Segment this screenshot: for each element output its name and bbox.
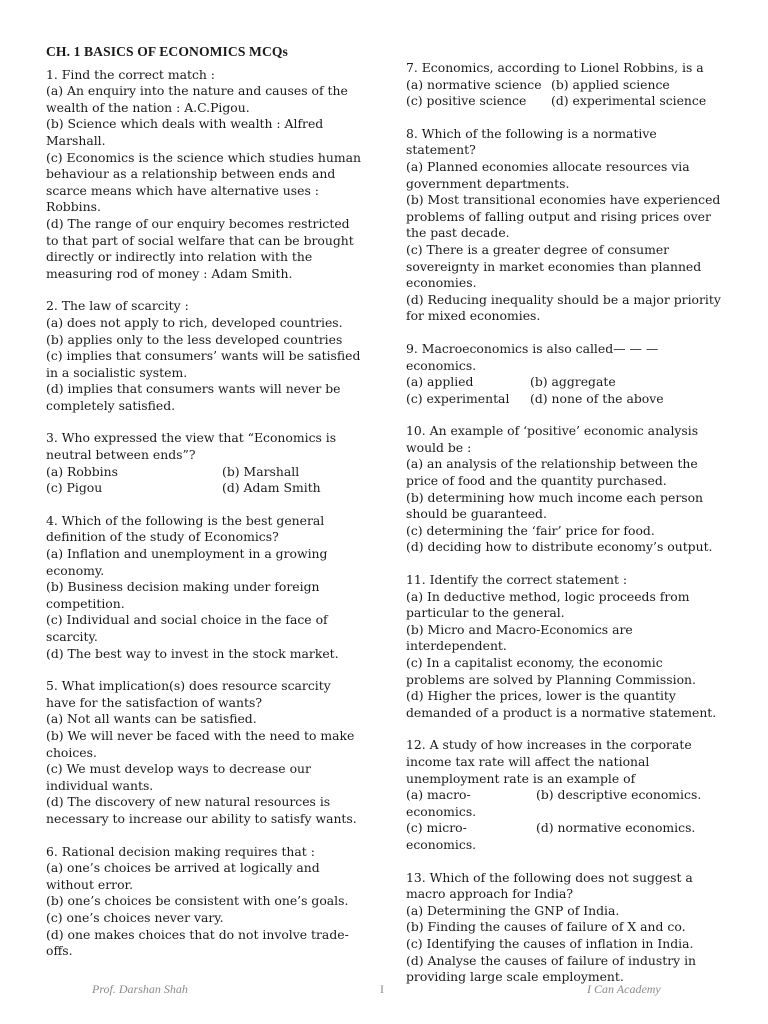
option-c: (c) implies that consumers’ wants will be satisfied in a socialistic system. [46, 348, 361, 380]
question-stem: 7. Economics, according to Lionel Robbins, is a [406, 60, 704, 75]
option-b: (b) Business decision making under foreign competition. [46, 579, 320, 611]
option-a: (a) normative science [406, 76, 542, 92]
option-d: (d) implies that consumers wants will never be completely satisfied. [46, 381, 341, 413]
option-b: (b) Micro and Macro-Economics are interdependent. [406, 621, 633, 654]
question-stem: 3. Who expressed the view that “Economics is neutral between ends”? [46, 430, 337, 463]
option-row [406, 820, 724, 853]
option-d: (d) deciding how to distribute economy’s output. [406, 539, 713, 555]
option-b: (b) applied science [551, 76, 670, 92]
option-c: (c) Individual and social choice in the face of scarcity. [46, 612, 328, 644]
option-d: (d) one makes choices that do not involve trade-offs. [46, 926, 349, 959]
question-stem: 6. Rational decision making requires that : [46, 843, 315, 859]
option-d: (d) The discovery of new natural resources is necessary to increase our ability to satisfy wants. [46, 794, 357, 826]
question-3 [46, 430, 362, 496]
question-stem: 12. A study of how increases in the corporate income tax rate will affect the national unemployment rate is an example of [406, 737, 692, 786]
option-c: (c) Identifying the causes of inflation in India. [406, 935, 694, 951]
option-c: (c) We must develop ways to decrease our individual wants. [46, 761, 311, 793]
option-d: (d) Reducing inequality should be a major priority for mixed economies. [406, 291, 721, 324]
option-a: (a) one’s choices be arrived at logically and without error. [46, 860, 320, 892]
question-8 [406, 126, 724, 325]
question-7 [406, 60, 724, 110]
question-stem: 13. Which of the following does not suggest a macro approach for India? [406, 869, 693, 902]
option-b: (b) determining how much income each person should be guaranteed. [406, 489, 704, 522]
option-row [406, 391, 724, 408]
question-stem: 5. What implication(s) does resource scarcity have for the satisfaction of wants? [46, 678, 331, 710]
option-a: (a) In deductive method, logic proceeds from particular to the general. [406, 588, 690, 621]
option-d: (d) none of the above [530, 390, 664, 406]
option-a: (a) Inflation and unemployment in a growing economy. [46, 546, 328, 578]
option-b: (b) aggregate [530, 374, 616, 390]
option-b: (b) Finding the causes of failure of X and co. [406, 919, 686, 935]
option-a: (a) An enquiry into the nature and causes of the wealth of the nation : A.C.Pigou. [46, 83, 348, 115]
option-b: (b) We will never be faced with the need to make choices. [46, 727, 355, 760]
option-c: (c) determining the ‘fair’ price for food. [406, 522, 655, 538]
right-column [406, 60, 724, 1002]
option-b: (b) applies only to the less developed countries [46, 331, 343, 347]
option-d: (d) Higher the prices, lower is the quantity demanded of a product is a normative statement. [406, 688, 717, 720]
question-stem: 1. Find the correct match : [46, 66, 215, 82]
option-c: (c) micro-economics. [406, 820, 477, 852]
option-c: (c) Economics is the science which studies human behaviour as a relationship between ends and scarce means which have alternative uses : Robbins. [46, 149, 361, 215]
question-11 [406, 572, 724, 721]
option-d: (d) Adam Smith [222, 480, 321, 496]
option-row [406, 374, 724, 391]
question-5 [46, 678, 362, 827]
question-12 [406, 737, 724, 853]
option-d: (d) The range of our enquiry becomes restricted to that part of social welfare that can be brought directly or indirectly into relation with the measuring rod of money : Adam Smith. [46, 215, 354, 281]
option-c: (c) There is a greater degree of consumer sovereignty in market economies than planned economies. [406, 241, 702, 291]
question-6 [46, 844, 362, 960]
option-row [406, 93, 724, 110]
question-stem: 11. Identify the correct statement : [406, 572, 628, 588]
option-c: (c) experimental [406, 390, 510, 406]
question-stem: 2. The law of scarcity : [46, 298, 189, 314]
option-d: (d) Analyse the causes of failure of industry in providing large scale employment. [406, 952, 697, 985]
option-row [406, 787, 724, 820]
option-a: (a) does not apply to rich, developed countries. [46, 314, 343, 330]
question-13 [406, 870, 724, 986]
question-9 [406, 341, 724, 407]
option-row [406, 77, 724, 94]
option-b: (b) Science which deals with wealth : Alfred Marshall. [46, 116, 324, 148]
question-stem: 4. Which of the following is the best general definition of the study of Economics? [46, 512, 325, 545]
footer-author: Prof. Darshan Shah [92, 982, 188, 996]
option-b: (b) one’s choices be consistent with one’s goals. [46, 893, 349, 909]
option-c: (c) In a capitalist economy, the economic problems are solved by Planning Commission. [406, 655, 696, 687]
question-1 [46, 67, 362, 283]
question-2 [46, 298, 362, 414]
footer-page-number: I [380, 982, 384, 996]
document-title: CH. 1 BASICS OF ECONOMICS MCQs [46, 44, 288, 59]
left-column [46, 44, 362, 976]
option-a: (a) applied [406, 374, 474, 390]
option-d: (d) experimental science [551, 93, 707, 109]
option-a: (a) Determining the GNP of India. [406, 902, 620, 918]
option-c: (c) Pigou [46, 480, 103, 496]
question-stem: 9. Macroeconomics is also called— — — economics. [406, 340, 659, 373]
option-a: (a) Robbins [46, 463, 118, 479]
option-c: (c) positive science [406, 93, 527, 109]
question-stem: 10. An example of ‘positive’ economic analysis would be : [406, 423, 699, 455]
option-a: (a) Planned economies allocate resources via government departments. [406, 158, 690, 191]
option-d: (d) The best way to invest in the stock market. [46, 645, 339, 661]
option-row [46, 480, 362, 497]
option-d: (d) normative economics. [536, 820, 696, 836]
option-b: (b) Marshall [222, 463, 300, 479]
option-b: (b) descriptive economics. [536, 787, 702, 803]
option-row [46, 464, 362, 481]
question-4 [46, 513, 362, 662]
footer-academy: I Can Academy [587, 982, 661, 996]
option-b: (b) Most transitional economies have experienced problems of falling output and rising prices over the past decade. [406, 192, 721, 241]
option-a: (a) Not all wants can be satisfied. [46, 711, 257, 727]
option-a: (a) an analysis of the relationship between the price of food and the quantity purchased. [406, 456, 698, 489]
question-stem: 8. Which of the following is a normative statement? [406, 125, 657, 158]
option-c: (c) one’s choices never vary. [46, 909, 224, 925]
option-a: (a) macro-economics. [406, 787, 477, 819]
question-10 [406, 423, 724, 556]
